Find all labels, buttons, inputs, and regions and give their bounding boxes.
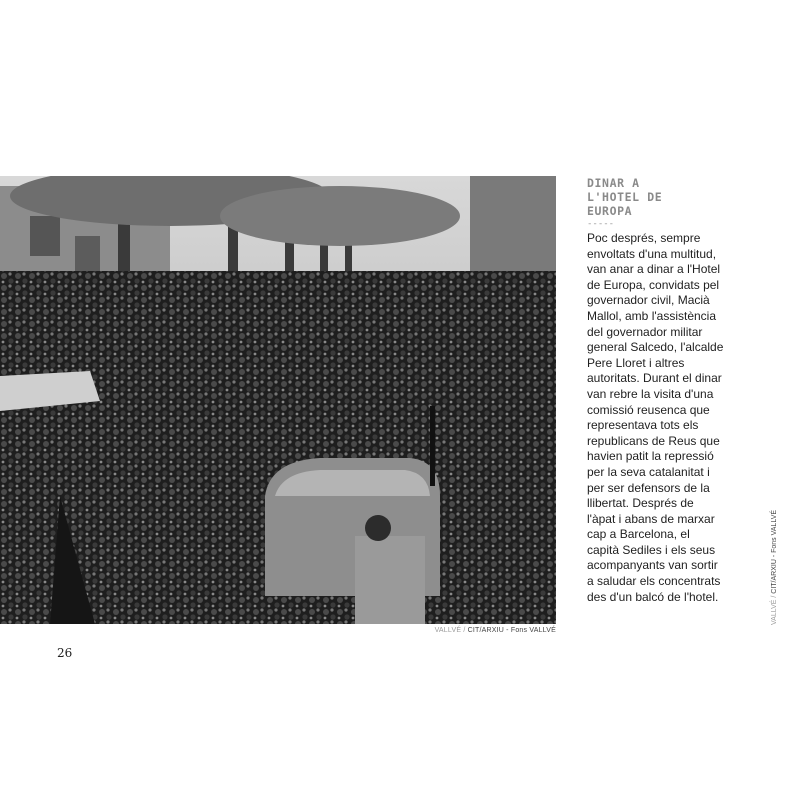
- vertical-photo-credit: [771, 510, 778, 625]
- article-paragraph: Poc després, sempre envoltats d'una multitud, van anar a dinar a l'Hotel de Europa, convidats pel governador civil, Macià Mallol, amb l'assistència del governador militar general Salcedo, l'alcalde Pere Lloret i altres autoritats. Durant el dinar van rebre la visita d'una comissió reusenca que representava tots els republicans de Reus que havien patit la repressió per la seva catalanitat i per ser defensors de la llibertat. Després de l'àpat i abans de marxar cap a Barcelona, el capità Sediles i els seus acompanyants van sortir a saludar els concentrats des d'un balcó de l'hotel.: [587, 231, 724, 604]
- vertical-credit-prefix: VALLVÉ /: [771, 593, 778, 625]
- page-number: 26: [57, 646, 73, 660]
- article-sidebar: [587, 176, 767, 605]
- photo-credit-source: CIT/ARXIU - Fons VALLVÉ: [467, 627, 556, 634]
- crowd-photograph: [0, 176, 556, 624]
- title-divider: -----: [587, 219, 615, 229]
- photo-credit: [300, 627, 556, 634]
- photo-credit-prefix: VALLVÉ /: [434, 627, 468, 634]
- section-title: DINAR A L'HOTEL DE EUROPA: [587, 176, 663, 218]
- vertical-credit-source: CIT/ARXIU - Fons VALLVÉ: [771, 509, 778, 594]
